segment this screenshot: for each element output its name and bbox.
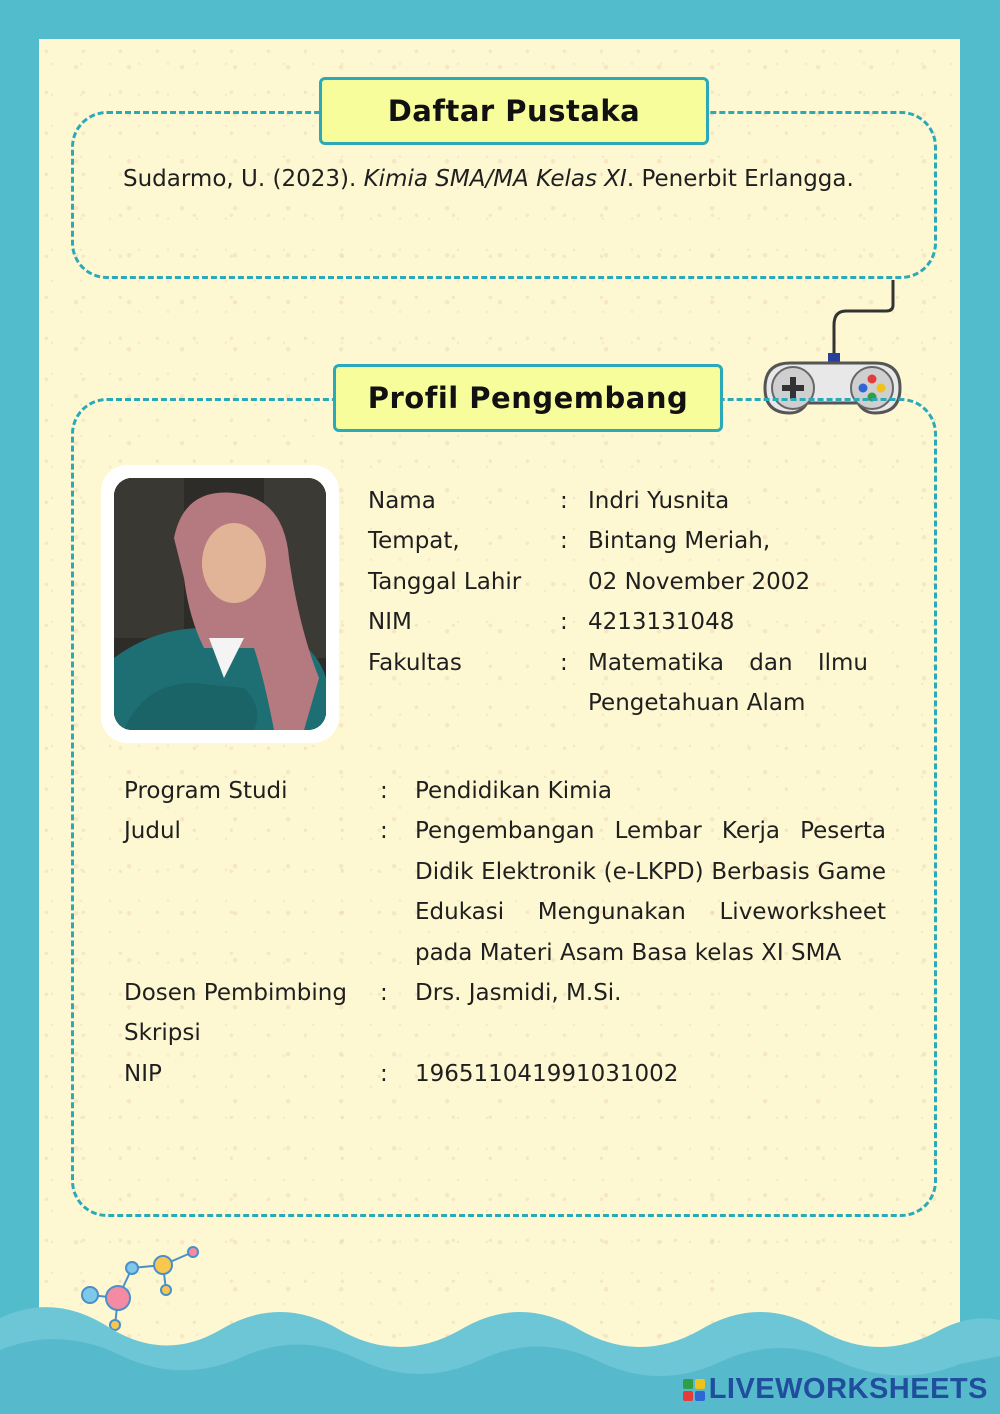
info-colon: : [560,649,568,676]
developer-photo-frame [101,465,339,743]
reference-publisher: . Penerbit Erlangga. [626,166,854,192]
info-row-name [368,481,868,521]
reference-author-year: Sudarmo, U. (2023). [123,166,364,192]
info-value: Pendidikan Kimia [415,778,613,804]
info-colon: : [560,488,568,514]
info-label: Nama [368,488,436,514]
info-row-faculty [368,643,868,724]
info-label: Judul [124,818,181,845]
info-label: Fakultas [368,649,462,676]
info-label: Program Studi [124,778,288,804]
info-value: 4213131048 [588,609,735,636]
profile-info-top [368,481,868,723]
info-colon: : [560,609,568,636]
info-row-supervisor [124,973,886,1054]
info-row-title [124,811,886,973]
info-label: Tanggal Lahir [368,568,522,595]
profile-title: Profil Pengembang [333,364,723,432]
info-label: NIM [368,609,412,636]
info-value: Bintang Meriah, [588,528,771,555]
liveworksheets-logo-icon [683,1379,705,1401]
brand-name: LIVEWORKSHEETS [708,1373,988,1405]
info-row-nip [124,1054,886,1094]
info-colon: : [380,778,388,804]
reference-book-title: Kimia SMA/MA Kelas XI [363,166,627,192]
info-row-birthdate [368,562,868,602]
info-label: Dosen Pembimbing Skripsi [124,980,347,1047]
info-value: Matematika dan Ilmu Pengetahuan Alam [588,649,868,717]
developer-photo [114,478,326,730]
info-colon: : [560,528,568,555]
info-colon-empty [560,562,588,602]
info-label: NIP [124,1060,162,1087]
info-value: 02 November 2002 [588,568,811,595]
info-value: Pengembangan Lembar Kerja Peserta Didik Elektronik (e-LKPD) Berbasis Game Edukasi Mengunakan Liveworksheet pada Materi Asam Basa kelas XI SMA [415,818,886,966]
info-value: Drs. Jasmidi, M.Si. [415,980,622,1007]
info-value: Indri Yusnita [588,488,730,514]
info-row-nim [368,602,868,642]
profile-info-bottom [124,771,886,1094]
info-colon: : [380,818,388,845]
info-label: Tempat, [368,528,460,555]
reference-entry [123,162,919,197]
info-colon: : [380,980,388,1007]
info-colon: : [380,1060,388,1087]
info-value: 196511041991031002 [415,1060,679,1087]
info-row-program [124,771,886,811]
references-title: Daftar Pustaka [319,77,709,145]
liveworksheets-logo [683,1373,988,1406]
info-row-place [368,521,868,561]
